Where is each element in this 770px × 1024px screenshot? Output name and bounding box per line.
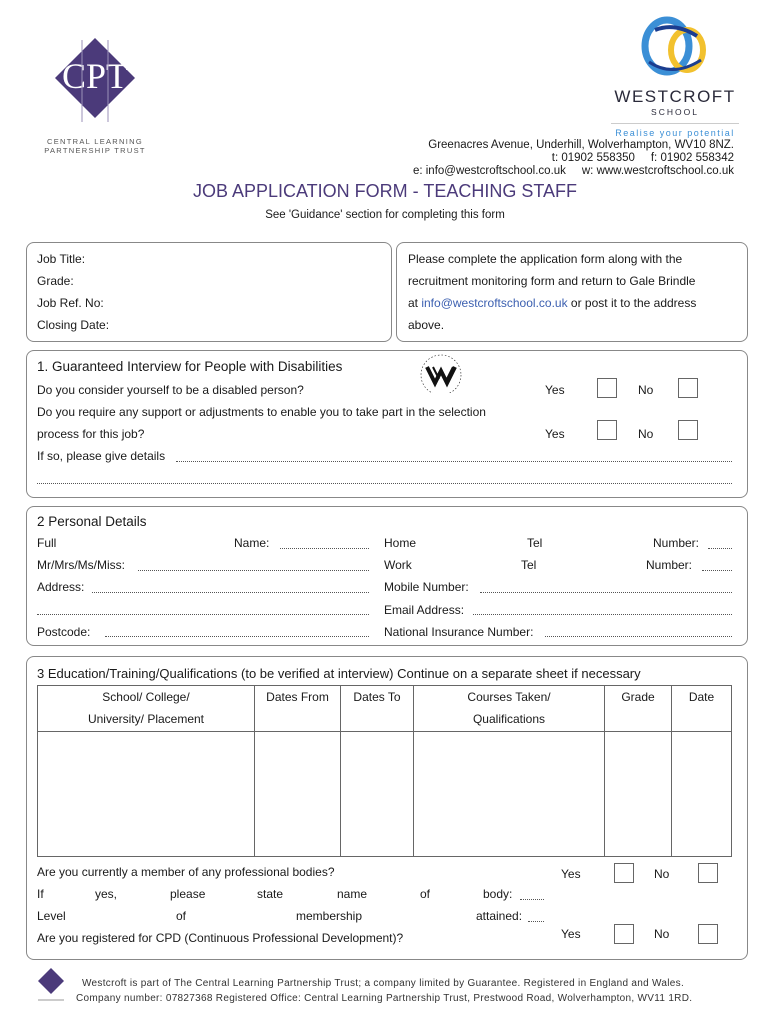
prof-bodies-question: Are you currently a member of any professional bodies? xyxy=(37,865,335,879)
col-grade: Grade xyxy=(605,686,672,732)
instructions-line2: recruitment monitoring form and return to Gale Brindle xyxy=(408,274,696,288)
prof-no-label: No xyxy=(654,867,670,881)
job-title-label: Job Title: xyxy=(37,252,86,266)
instructions-at: at xyxy=(408,296,422,310)
support-no-label: No xyxy=(638,427,654,441)
level-word-2: of xyxy=(176,909,187,923)
cell-courses[interactable] xyxy=(414,732,605,857)
education-table-header xyxy=(38,686,732,732)
support-no-checkbox[interactable] xyxy=(678,420,698,440)
level-word-1: Level xyxy=(37,909,66,923)
cpd-question: Are you registered for CPD (Continuous Professional Development)? xyxy=(37,931,404,945)
membership-level-input[interactable] xyxy=(528,921,544,922)
instructions-line1: Please complete the application form along with the xyxy=(408,252,683,266)
name-label: Name: xyxy=(234,536,270,550)
work-label: Work xyxy=(384,558,412,572)
address-input-2[interactable] xyxy=(37,614,369,615)
work-number-label: Number: xyxy=(646,558,693,572)
disability-badge-icon xyxy=(413,353,473,393)
disabled-yes-label: Yes xyxy=(545,383,565,397)
prof-yes-checkbox[interactable] xyxy=(614,863,634,883)
col-school-line2: University/ Placement xyxy=(87,712,205,726)
page-subtitle: See 'Guidance' section for completing this form xyxy=(265,209,505,221)
westcroft-logo xyxy=(605,12,745,138)
cpd-yes-checkbox[interactable] xyxy=(614,924,634,944)
col-dates-to: Dates To xyxy=(341,686,414,732)
page-title: JOB APPLICATION FORM - TEACHING STAFF xyxy=(192,181,578,201)
title-input[interactable] xyxy=(138,570,369,571)
section1-heading: 1. Guaranteed Interview for People with Disabilities xyxy=(37,359,343,374)
disabled-question: Do you consider yourself to be a disabled person? xyxy=(37,383,304,397)
col-courses xyxy=(414,686,605,732)
col-courses-line2: Qualifications xyxy=(472,712,546,726)
contact-email-web: e: info@westcroftschool.co.uk w: www.westcroftschool.co.uk xyxy=(412,165,734,177)
support-question-line2: process for this job? xyxy=(37,427,145,441)
disabled-no-label: No xyxy=(638,383,654,397)
if-word-5: name xyxy=(337,887,368,901)
if-word-1: If xyxy=(37,887,44,901)
cpd-no-label: No xyxy=(654,927,670,941)
school-sub: SCHOOL xyxy=(651,107,699,117)
full-label: Full xyxy=(37,536,57,550)
level-word-4: attained: xyxy=(476,909,523,923)
work-tel-input[interactable] xyxy=(702,570,732,571)
if-word-2: yes, xyxy=(95,887,118,901)
education-table-row xyxy=(38,732,732,857)
details-line-2[interactable] xyxy=(37,483,732,484)
if-word-4: state xyxy=(257,887,284,901)
prof-yes-label: Yes xyxy=(561,867,581,881)
cell-school[interactable] xyxy=(38,732,255,857)
support-yes-label: Yes xyxy=(545,427,565,441)
mobile-label: Mobile Number: xyxy=(384,580,469,594)
email-input[interactable] xyxy=(473,614,732,615)
if-word-3: please xyxy=(170,887,206,901)
contact-address: Greenacres Avenue, Underhill, Wolverhampton, WV10 8NZ. xyxy=(428,139,734,151)
col-courses-line1: Courses Taken/ xyxy=(467,690,551,704)
job-ref-label: Job Ref. No: xyxy=(37,296,104,310)
cpd-no-checkbox[interactable] xyxy=(698,924,718,944)
section2-heading: 2 Personal Details xyxy=(37,514,147,529)
title-label: Mr/Mrs/Ms/Miss: xyxy=(37,558,125,572)
home-tel-label: Tel xyxy=(527,536,543,550)
full-name-input[interactable] xyxy=(280,548,369,549)
ni-input[interactable] xyxy=(545,636,732,637)
home-tel-input[interactable] xyxy=(708,548,732,549)
cplt-logo-line1: CENTRAL LEARNING xyxy=(47,137,143,146)
cplt-logo-line2: PARTNERSHIP TRUST xyxy=(44,146,146,155)
grade-label: Grade: xyxy=(37,274,74,288)
section3-heading: 3 Education/Training/Qualifications (to be verified at interview) Continue on a separate sheet if necessary xyxy=(37,666,641,681)
instructions-email-link[interactable]: info@westcroftschool.co.uk xyxy=(421,296,568,310)
tagline: Realise your potential xyxy=(615,128,735,138)
col-date: Date xyxy=(672,686,732,732)
col-school-line1: School/ College/ xyxy=(102,690,190,704)
cpd-yes-label: Yes xyxy=(561,927,581,941)
level-word-3: membership xyxy=(296,909,363,923)
disabled-yes-checkbox[interactable] xyxy=(597,378,617,398)
mobile-input[interactable] xyxy=(480,592,732,593)
postcode-label: Postcode: xyxy=(37,625,91,639)
postcode-input[interactable] xyxy=(105,636,369,637)
cell-dates-to[interactable] xyxy=(341,732,414,857)
westcroft-emblem-icon xyxy=(605,12,745,82)
school-name: WESTCROFT xyxy=(614,87,736,106)
details-line-1[interactable] xyxy=(176,461,732,462)
prof-no-checkbox[interactable] xyxy=(698,863,718,883)
ni-label: National Insurance Number: xyxy=(384,625,534,639)
cplt-logo xyxy=(40,30,150,155)
if-word-7: body: xyxy=(483,887,513,901)
instructions-line4: above. xyxy=(408,318,445,332)
cplt-diamond-icon xyxy=(40,30,150,130)
address-input-1[interactable] xyxy=(92,592,369,593)
address-label: Address: xyxy=(37,580,85,594)
if-word-6: of xyxy=(420,887,431,901)
support-question-line1: Do you require any support or adjustments to enable you to take part in the selection xyxy=(37,405,486,419)
cplt-small-logo-icon xyxy=(34,964,68,1004)
svg-text:CPT: CPT xyxy=(61,56,129,96)
cell-grade[interactable] xyxy=(605,732,672,857)
closing-date-label: Closing Date: xyxy=(37,318,110,332)
contact-phone: t: 01902 558350 f: 01902 558342 xyxy=(551,152,734,164)
footer-logo xyxy=(34,964,68,1004)
col-dates-from: Dates From xyxy=(255,686,341,732)
instructions-post: or post it to the address xyxy=(567,296,697,310)
body-name-input[interactable] xyxy=(520,899,544,900)
details-label: If so, please give details xyxy=(37,449,166,463)
work-tel-label: Tel xyxy=(521,558,537,572)
positive-about-disabled-badge xyxy=(413,353,473,393)
cell-dates-from[interactable] xyxy=(255,732,341,857)
col-school xyxy=(38,686,255,732)
support-yes-checkbox[interactable] xyxy=(597,420,617,440)
footer-line2: Company number: 07827368 Registered Office: Central Learning Partnership Trust, Prestwood Road, Wolverhampton, WV11 1RD. xyxy=(76,993,693,1004)
email-label: Email Address: xyxy=(384,603,465,617)
footer-line1: Westcroft is part of The Central Learning Partnership Trust; a company limited by Guarantee. Registered in England and Wales. xyxy=(82,978,685,989)
home-number-label: Number: xyxy=(653,536,700,550)
instructions-line3 xyxy=(408,296,696,310)
cell-date[interactable] xyxy=(672,732,732,857)
disabled-no-checkbox[interactable] xyxy=(678,378,698,398)
home-label: Home xyxy=(384,536,417,550)
education-table xyxy=(37,685,732,857)
